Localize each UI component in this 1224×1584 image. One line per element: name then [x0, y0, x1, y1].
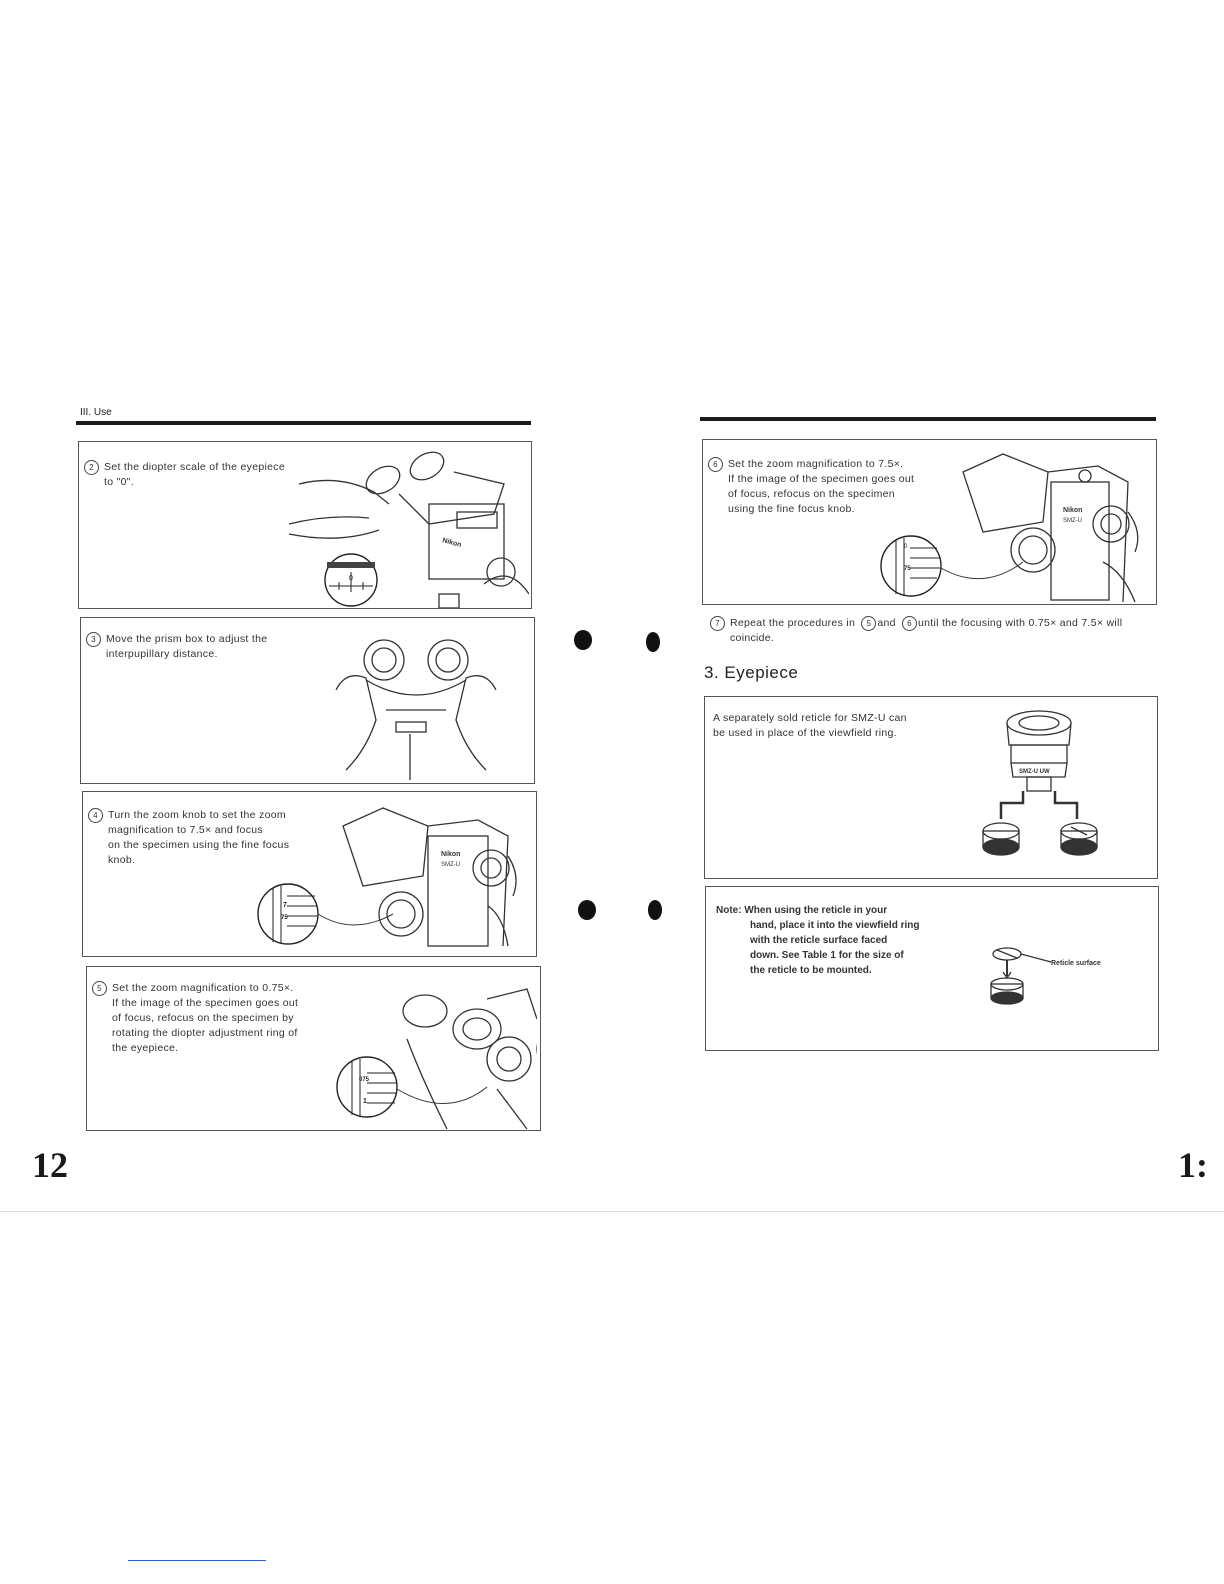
zoom-knob-illustration: [253, 796, 533, 956]
zoom-scale-icon: [337, 1057, 487, 1117]
step-3-text: 3 Move the prism box to adjust the interpupillary distance.: [86, 632, 326, 662]
zoom-scale-icon: [881, 536, 1023, 596]
diopter-scale-icon: [325, 554, 377, 606]
eyepiece-reticle-illustration: [975, 705, 1135, 875]
left-header-rule: [76, 421, 531, 425]
step-reference: 5: [861, 616, 876, 631]
zoom-75-label: 75: [904, 566, 911, 572]
step-number: 4: [88, 808, 103, 823]
fine-focus-illustration: [873, 442, 1155, 604]
binder-hole: [578, 900, 596, 920]
eyepiece-box: [704, 696, 1158, 879]
zoom-75-label: 75: [281, 915, 288, 921]
step-5-box: [86, 966, 541, 1131]
step-5-text: 5 Set the zoom magnification to 0.75×. If the image of the specimen goes out of focus, refocus on the specimen by rotating the diopter adjustment ring of the eyepiece.: [92, 981, 332, 1056]
section-heading: 3. Eyepiece: [704, 663, 799, 682]
step-4-text: 4 Turn the zoom knob to set the zoom magnification to 7.5× and focus on the specimen using the fine focus knob.: [88, 808, 328, 868]
eyepiece-diopter-illustration: [279, 444, 529, 608]
step-reference: 6: [902, 616, 917, 631]
left-page-number: 12: [32, 1145, 68, 1185]
zoom-1-label: 1: [363, 1098, 367, 1105]
step-number: 7: [710, 616, 725, 631]
underline-mark: [128, 1560, 266, 1561]
note-label: Note:: [716, 905, 742, 916]
right-header-rule: [700, 417, 1156, 421]
step-number: 6: [708, 457, 723, 472]
zoom-0-label: 0: [904, 544, 908, 550]
step-7-text: 7 Repeat the procedures in 5 and 6 until the focusing with 0.75× and 7.5× will coincide.: [710, 616, 1160, 646]
right-page-number: 1:: [1178, 1145, 1208, 1185]
note-text: Note: When using the reticle in your hand, place it into the viewfield ring with the reticle surface faced down. See Table 1 for the size of the reticle to be mounted.: [716, 905, 920, 976]
binder-hole: [574, 630, 592, 650]
binder-hole: [648, 900, 662, 920]
reticle-surface-callout: Reticle surface: [1051, 960, 1101, 967]
step-number: 2: [84, 460, 99, 475]
zoom-scale-icon: [258, 884, 393, 944]
zoom-7-label: 7: [283, 902, 287, 909]
step-2-box: [78, 441, 532, 609]
step-number: 3: [86, 632, 101, 647]
step-number: 5: [92, 981, 107, 996]
step-4-box: [82, 791, 537, 957]
binder-hole: [646, 632, 660, 652]
nikon-logo: Nikon: [1063, 507, 1083, 514]
step-6-text: 6 Set the zoom magnification to 7.5×. If the image of the specimen goes out of focus, refocus on the specimen using the fine focus knob.: [708, 457, 948, 517]
reticle-diagram: [981, 942, 1141, 1022]
step-3-box: [80, 617, 535, 784]
eyepiece-text: A separately sold reticle for SMZ-U can be used in place of the viewfield ring.: [713, 712, 907, 739]
step-6-box: [702, 439, 1157, 605]
interpupillary-illustration: [326, 630, 526, 782]
section-label: III. Use: [80, 407, 112, 418]
eyepiece-model-label: SMZ-U UW: [1019, 769, 1050, 775]
model-label: SMZ-U: [1063, 518, 1082, 524]
page-divider: [0, 1211, 1224, 1212]
note-box: [705, 886, 1159, 1051]
nikon-logo: Nikon: [441, 537, 463, 549]
zoom-075-label: 075: [359, 1077, 370, 1083]
step-2-text: 2 Set the diopter scale of the eyepiece to "0".: [84, 460, 324, 490]
diopter-zero-label: 0: [349, 575, 353, 582]
diopter-ring-illustration: [237, 969, 537, 1131]
model-label: SMZ-U: [441, 862, 460, 868]
nikon-logo: Nikon: [441, 851, 461, 858]
